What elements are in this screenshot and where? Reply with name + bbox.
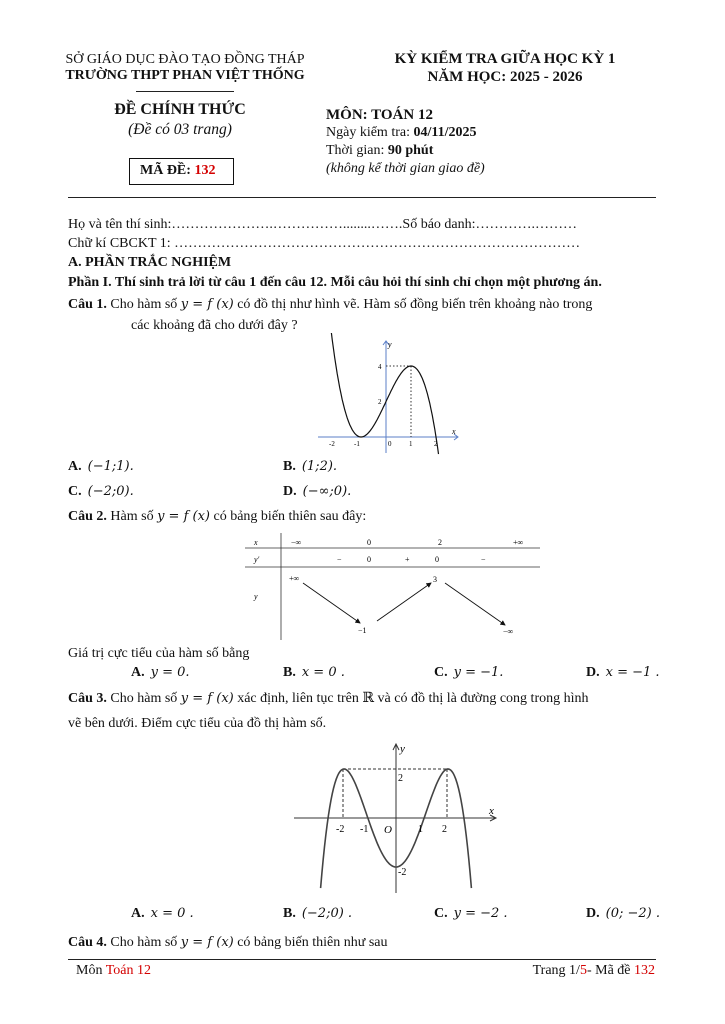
dept-name: SỞ GIÁO DỤC ĐÀO TẠO ĐỒNG THÁP bbox=[65, 52, 305, 67]
q2-sign-3: 0 bbox=[435, 555, 439, 564]
exam-code-label: MÃ ĐỀ: bbox=[140, 163, 191, 178]
q2-y-label: y bbox=[254, 592, 258, 601]
q1-text-a: Cho hàm số bbox=[110, 297, 178, 312]
q1-x-label: x bbox=[452, 427, 456, 436]
q3-tick-m1: -1 bbox=[360, 824, 369, 835]
q2-y-val-3: −∞ bbox=[503, 627, 514, 636]
q1-option-b-value: (1;2). bbox=[301, 459, 338, 474]
q3-text-a: Cho hàm số bbox=[110, 691, 178, 706]
proctor-sign-line: Chữ kí CBCKT 1: …………………………………………………………………………… bbox=[68, 236, 581, 251]
q1-func: y = f (x) bbox=[180, 297, 234, 312]
q3-tick-m2: -2 bbox=[336, 824, 345, 835]
q1-curve bbox=[331, 333, 439, 454]
footer-code-prefix: - Mã đề bbox=[586, 963, 631, 978]
q1-label: Câu 1. bbox=[68, 297, 107, 312]
q3-text-b: xác định, liên tục trên ℝ và có đồ thị là đường cong trong hình bbox=[237, 691, 589, 706]
q2-option-b-label: B. bbox=[283, 665, 296, 680]
footer-subject-prefix: Môn bbox=[76, 963, 103, 978]
exam-time-note: (không kể thời gian giao đề) bbox=[326, 161, 485, 176]
q4-label: Câu 4. bbox=[68, 935, 107, 950]
q2-option-b[interactable] bbox=[283, 665, 345, 681]
q3-option-a-label: A. bbox=[131, 906, 145, 921]
part-1-instruction: Phần I. Thí sinh trả lời từ câu 1 đến câu 12. Mỗi câu hỏi thí sinh chỉ chọn một phương án. bbox=[68, 275, 602, 290]
exam-date-value: 04/11/2025 bbox=[413, 125, 477, 140]
q2-option-c[interactable] bbox=[434, 665, 503, 681]
q2-arrow-down-1 bbox=[303, 583, 360, 623]
q1-option-d-value: (−∞;0). bbox=[302, 484, 352, 499]
q1-tick-0: 0 bbox=[388, 440, 392, 448]
q3-option-a-value: x = 0 . bbox=[150, 906, 194, 921]
q2-variation-table bbox=[245, 533, 545, 643]
q3-option-a[interactable] bbox=[131, 906, 194, 922]
q2-text-b: có bảng biến thiên sau đây: bbox=[213, 509, 367, 524]
q2-sign-1: 0 bbox=[367, 555, 371, 564]
q2-text-a: Hàm số bbox=[110, 509, 154, 524]
q3-option-d-value: (0; −2) . bbox=[605, 906, 660, 921]
q2-text bbox=[68, 509, 366, 525]
q2-option-b-value: x = 0 . bbox=[301, 665, 345, 680]
exam-code-value: 132 bbox=[194, 163, 216, 178]
q1-option-a[interactable] bbox=[68, 459, 134, 475]
q1-option-a-label: A. bbox=[68, 459, 82, 474]
q1-option-b[interactable] bbox=[283, 459, 337, 475]
exam-title: KỲ KIỂM TRA GIỮA HỌC KỲ 1 bbox=[394, 51, 616, 67]
q1-option-d-label: D. bbox=[283, 484, 297, 499]
q1-text-b: có đồ thị như hình vẽ. Hàm số đồng biến trên khoảng nào trong bbox=[237, 297, 593, 312]
footer-subject-name: Toán 12 bbox=[105, 963, 151, 978]
q2-x-val-3: +∞ bbox=[513, 538, 524, 547]
section-a-title: A. PHẦN TRẮC NGHIỆM bbox=[68, 255, 232, 270]
q2-sign-0: − bbox=[337, 555, 342, 564]
exam-time-label: Thời gian: bbox=[326, 143, 385, 158]
pages-note: (Đề có 03 trang) bbox=[128, 121, 232, 138]
q3-option-b-value: (−2;0) . bbox=[301, 906, 353, 921]
q3-option-b[interactable] bbox=[283, 906, 352, 922]
q4-text bbox=[68, 935, 388, 951]
header-divider bbox=[68, 197, 656, 198]
q2-arrow-up bbox=[377, 583, 431, 621]
q2-yp-label: y′ bbox=[254, 555, 260, 564]
q1-text bbox=[68, 297, 592, 313]
q3-option-d[interactable] bbox=[586, 906, 660, 922]
q2-y-val-0: +∞ bbox=[289, 574, 300, 583]
q1-graph bbox=[310, 333, 470, 458]
q1-option-b-label: B. bbox=[283, 459, 296, 474]
q2-label: Câu 2. bbox=[68, 509, 107, 524]
q4-text-a: Cho hàm số bbox=[110, 935, 178, 950]
school-underline bbox=[136, 91, 234, 92]
q3-origin: O bbox=[384, 824, 392, 836]
q3-option-b-label: B. bbox=[283, 906, 296, 921]
q1-tick-m1: -1 bbox=[354, 440, 360, 448]
school-name: TRƯỜNG THPT PHAN VIỆT THỐNG bbox=[65, 68, 305, 83]
q2-option-a-label: A. bbox=[131, 665, 145, 680]
q3-text bbox=[68, 690, 589, 707]
q1-tick-m2: -2 bbox=[329, 440, 335, 448]
q2-prompt: Giá trị cực tiểu của hàm số bằng bbox=[68, 646, 250, 661]
q4-func: y = f (x) bbox=[180, 935, 234, 950]
q1-tick-2: 2 bbox=[434, 440, 438, 448]
q1-text-c: các khoảng đã cho dưới đây ? bbox=[131, 318, 298, 333]
school-year: NĂM HỌC: 2025 - 2026 bbox=[427, 69, 583, 85]
q2-y-val-1: −1 bbox=[358, 626, 367, 635]
q3-tick-2: 2 bbox=[442, 824, 447, 835]
q1-option-c[interactable] bbox=[68, 484, 134, 500]
q2-option-d-label: D. bbox=[586, 665, 600, 680]
exam-code bbox=[140, 163, 215, 179]
q3-label: Câu 3. bbox=[68, 691, 107, 706]
q2-option-d-value: x = −1 . bbox=[605, 665, 660, 680]
q1-option-c-label: C. bbox=[68, 484, 82, 499]
q3-tick-y2: 2 bbox=[398, 773, 403, 784]
q1-option-c-value: (−2;0). bbox=[87, 484, 134, 499]
q2-option-a-value: y = 0. bbox=[150, 665, 190, 680]
q3-graph bbox=[290, 738, 500, 898]
footer-code-value: 132 bbox=[634, 963, 655, 978]
footer-subject bbox=[76, 963, 151, 979]
q3-text-c: vẽ bên dưới. Điểm cực tiểu của đồ thị hàm số. bbox=[68, 716, 327, 731]
q3-y-label: y bbox=[400, 743, 405, 755]
footer-page-info bbox=[533, 963, 655, 979]
q2-func: y = f (x) bbox=[157, 509, 210, 524]
q2-option-d[interactable] bbox=[586, 665, 660, 681]
q4-text-b: có bảng biến thiên như sau bbox=[237, 935, 388, 950]
q2-x-val-1: 0 bbox=[367, 538, 371, 547]
q1-tick-y2: 2 bbox=[378, 398, 382, 406]
exam-time-value: 90 phút bbox=[387, 143, 434, 158]
q1-option-a-value: (−1;1). bbox=[87, 459, 134, 474]
student-name-line: Họ và tên thí sinh:………………….……………........…….Số báo danh:………….……… bbox=[68, 217, 578, 232]
q2-option-c-value: y = −1. bbox=[453, 665, 504, 680]
q3-tick-ym2: -2 bbox=[398, 867, 407, 878]
q1-tick-y4: 4 bbox=[378, 363, 382, 371]
q2-sign-2: + bbox=[405, 555, 410, 564]
footer-page-prefix: Trang 1/ bbox=[532, 963, 580, 978]
q2-x-val-2: 2 bbox=[438, 538, 442, 547]
q3-tick-1: 1 bbox=[418, 824, 423, 835]
q3-x-label: x bbox=[489, 805, 494, 817]
q1-y-label: y bbox=[388, 340, 392, 349]
exam-date-label: Ngày kiểm tra: bbox=[326, 125, 410, 140]
q3-option-c-value: y = −2 . bbox=[453, 906, 508, 921]
q3-option-d-label: D. bbox=[586, 906, 600, 921]
q3-option-c-label: C. bbox=[434, 906, 448, 921]
exam-date bbox=[326, 125, 477, 141]
q2-option-a[interactable] bbox=[131, 665, 190, 681]
exam-time bbox=[326, 143, 433, 159]
q1-tick-1: 1 bbox=[409, 440, 413, 448]
q2-sign-4: − bbox=[481, 555, 486, 564]
footer-divider bbox=[68, 959, 656, 960]
subject: MÔN: TOÁN 12 bbox=[326, 107, 433, 123]
q2-y-val-2: 3 bbox=[433, 575, 437, 584]
footer-page-total: 5 bbox=[579, 963, 587, 978]
q2-x-val-0: −∞ bbox=[291, 538, 302, 547]
q2-x-label: x bbox=[254, 538, 258, 547]
q3-option-c[interactable] bbox=[434, 906, 508, 922]
q2-option-c-label: C. bbox=[434, 665, 448, 680]
q1-option-d[interactable] bbox=[283, 484, 351, 500]
q2-arrow-down-2 bbox=[445, 583, 505, 625]
q3-func: y = f (x) bbox=[180, 691, 234, 706]
official-label: ĐỀ CHÍNH THỨC bbox=[114, 101, 246, 118]
